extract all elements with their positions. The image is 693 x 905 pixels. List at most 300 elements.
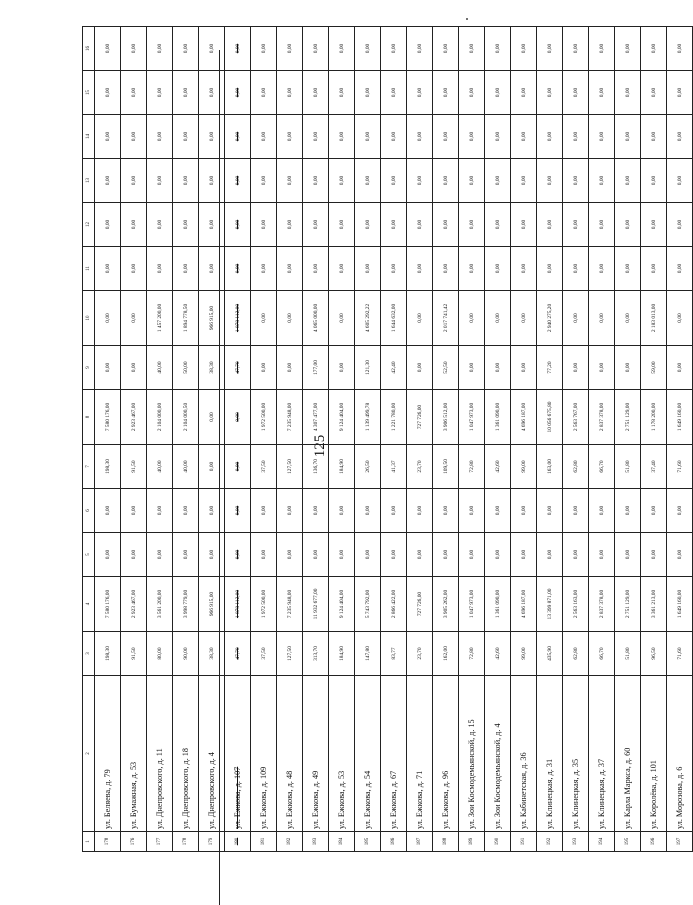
value-cell: 0,00 [667, 291, 693, 346]
column-number-header: 16 [83, 27, 95, 71]
value-cell: 1 361 090,00 [485, 577, 511, 632]
value-cell: 62,80 [563, 445, 589, 489]
value-cell: 0,00 [667, 247, 693, 291]
table-row [355, 27, 381, 852]
value-cell: 136,70 [303, 445, 329, 489]
value-cell: 62,80 [563, 632, 589, 676]
value-cell: 71,60 [667, 445, 693, 489]
value-cell: 0,00 [615, 346, 641, 390]
column-number-header: 5 [83, 533, 95, 577]
value-cell: 1 644 632,00 [381, 291, 407, 346]
value-cell: 38,30 [199, 346, 225, 390]
value-cell: 0,00 [407, 115, 433, 159]
value-cell: 0,00 [95, 533, 121, 577]
value-cell: 0,00 [459, 291, 485, 346]
value-cell: 0,00 [563, 247, 589, 291]
value-cell: 198,30 [95, 445, 121, 489]
value-cell: 72,80 [459, 445, 485, 489]
value-cell: 0,00 [615, 247, 641, 291]
value-cell: 0,00 [303, 533, 329, 577]
row-index-cell: 191 [511, 832, 537, 852]
table-row [277, 27, 303, 852]
table-row [173, 27, 199, 852]
value-cell: 0,00 [459, 203, 485, 247]
value-cell: 0,00 [459, 489, 485, 533]
value-cell: 13 399 871,00 [537, 577, 563, 632]
value-cell: 40,00 [147, 346, 173, 390]
address-cell: ул. Беляева, д. 79 [95, 676, 121, 832]
value-cell: 0,00 [615, 291, 641, 346]
value-cell: 127,50 [277, 632, 303, 676]
value-cell: 4 307 477,00 [303, 390, 329, 445]
value-cell: 0,00 [121, 489, 147, 533]
value-cell: 313,70 [303, 632, 329, 676]
row-index-cell: 197 [667, 832, 693, 852]
value-cell: 0,00 [485, 203, 511, 247]
value-cell: 0,00 [147, 159, 173, 203]
value-cell: 0,00 [277, 115, 303, 159]
value-cell: 0,00 [147, 247, 173, 291]
value-cell: 7 235 948,00 [277, 390, 303, 445]
value-cell: 0,00 [173, 115, 199, 159]
value-cell: 0,00 [251, 533, 277, 577]
value-cell: 4 605 292,22 [355, 291, 381, 346]
value-cell: 184,90 [329, 445, 355, 489]
value-cell: 0,00 [667, 115, 693, 159]
value-cell: 0,00 [225, 247, 251, 291]
value-cell: 0,00 [615, 159, 641, 203]
table-row [511, 27, 537, 852]
value-cell: 0,00 [381, 533, 407, 577]
value-cell: 0,00 [667, 71, 693, 115]
column-number-header: 11 [83, 247, 95, 291]
value-cell: 0,00 [329, 71, 355, 115]
value-cell: 0,00 [355, 203, 381, 247]
value-cell: 9 124 404,00 [329, 577, 355, 632]
value-cell: 0,00 [251, 203, 277, 247]
value-cell: 0,00 [615, 533, 641, 577]
address-cell: ул. Клинецкая, д. 31 [537, 676, 563, 832]
value-cell: 0,00 [303, 71, 329, 115]
value-cell: 2 563 163,00 [563, 577, 589, 632]
value-cell: 0,00 [407, 346, 433, 390]
value-cell: 2 923 467,00 [121, 390, 147, 445]
value-cell: 966 915,00 [199, 291, 225, 346]
row-index-cell: 178 [173, 832, 199, 852]
value-cell: 0,00 [485, 489, 511, 533]
value-cell: 0,00 [121, 291, 147, 346]
value-cell: 0,00 [459, 71, 485, 115]
value-cell: 99,00 [511, 632, 537, 676]
row-index-cell: 196 [641, 832, 667, 852]
value-cell: 0,00 [537, 533, 563, 577]
value-cell: 0,00 [511, 489, 537, 533]
value-cell: 66,70 [589, 632, 615, 676]
value-cell: 51,80 [615, 445, 641, 489]
value-cell: 83,77 [381, 632, 407, 676]
value-cell: 127,50 [277, 445, 303, 489]
value-cell: 0,00 [667, 533, 693, 577]
address-cell: ул. Зои Космодемьянской, д. 15 [459, 676, 485, 832]
value-cell: 0,00 [381, 27, 407, 71]
value-cell: 2 866 422,00 [381, 577, 407, 632]
value-cell: 4 696 187,00 [511, 577, 537, 632]
value-cell: 0,00 [407, 27, 433, 71]
value-cell: 0,00 [303, 489, 329, 533]
column-number-header: 7 [83, 445, 95, 489]
value-cell: 2 751 129,00 [615, 577, 641, 632]
value-cell: 163,00 [537, 445, 563, 489]
value-cell: 0,00 [537, 71, 563, 115]
value-cell: 23,70 [407, 445, 433, 489]
value-cell: 0,00 [355, 27, 381, 71]
value-cell: 5 743 792,00 [355, 577, 381, 632]
column-number-header: 13 [83, 159, 95, 203]
value-cell: 0,00 [511, 346, 537, 390]
value-cell: 0,00 [303, 159, 329, 203]
value-cell: 3 998 779,00 [173, 577, 199, 632]
value-cell: 0,00 [95, 291, 121, 346]
value-cell: 0,00 [381, 489, 407, 533]
value-cell: 2 104 000,00 [147, 390, 173, 445]
value-cell: 2 837 378,00 [589, 390, 615, 445]
value-cell: 0,00 [329, 346, 355, 390]
value-cell: 0,00 [563, 159, 589, 203]
value-cell: 0,00 [277, 247, 303, 291]
value-cell: 0,00 [95, 203, 121, 247]
table-row [641, 27, 667, 852]
table-row [121, 27, 147, 852]
value-cell: 77,20 [537, 346, 563, 390]
value-cell: 1 178 200,00 [641, 390, 667, 445]
value-cell: 0,00 [199, 390, 225, 445]
value-cell: 109,50 [433, 445, 459, 489]
value-cell: 0,00 [251, 71, 277, 115]
value-cell: 0,00 [251, 291, 277, 346]
column-number-header: 2 [83, 676, 95, 832]
value-cell: 0,00 [433, 247, 459, 291]
value-cell: 0,00 [147, 115, 173, 159]
value-cell: 0,00 [355, 71, 381, 115]
value-cell: 0,00 [641, 115, 667, 159]
row-index-cell: 185 [355, 832, 381, 852]
address-cell: ул. Ежкова, д. 96 [433, 676, 459, 832]
address-cell: ул. Ежкова, д. 109 [251, 676, 277, 832]
value-cell: 0,00 [511, 159, 537, 203]
value-cell: 0,00 [563, 489, 589, 533]
value-cell: 0,00 [485, 159, 511, 203]
value-cell: 0,00 [173, 159, 199, 203]
value-cell: 0,00 [277, 27, 303, 71]
value-cell: 0,00 [407, 247, 433, 291]
value-cell: 0,00 [329, 115, 355, 159]
address-cell: ул. Ежкова, д. 107 [225, 676, 251, 832]
address-cell: ул. Ежкова, д. 54 [355, 676, 381, 832]
value-cell: 0,00 [303, 115, 329, 159]
table-row [459, 27, 485, 852]
value-cell: 0,00 [277, 533, 303, 577]
value-cell: 0,00 [95, 346, 121, 390]
value-cell: 0,00 [121, 533, 147, 577]
address-cell: ул. Кабинетская, д. 36 [511, 676, 537, 832]
value-cell: 0,00 [225, 159, 251, 203]
scan-mark [466, 18, 468, 20]
value-cell: 0,00 [355, 115, 381, 159]
value-cell: 0,00 [355, 533, 381, 577]
value-cell: 0,00 [225, 390, 251, 445]
row-index-cell: 190 [485, 832, 511, 852]
value-cell: 0,00 [485, 291, 511, 346]
value-cell: 198,30 [95, 632, 121, 676]
column-number-header: 3 [83, 632, 95, 676]
value-cell: 966 915,00 [199, 577, 225, 632]
row-index-cell: 183 [303, 832, 329, 852]
scan-vertical-line [219, 50, 220, 905]
value-cell: 0,00 [537, 247, 563, 291]
value-cell: 1 649 160,00 [667, 577, 693, 632]
value-cell: 3 906 512,00 [433, 390, 459, 445]
value-cell: 0,00 [589, 533, 615, 577]
value-cell: 0,00 [173, 27, 199, 71]
value-cell: 0,00 [433, 71, 459, 115]
value-cell: 1 047 973,00 [459, 577, 485, 632]
table-row [303, 27, 329, 852]
value-cell: 90,00 [173, 632, 199, 676]
value-cell: 40,00 [147, 445, 173, 489]
value-cell: 0,00 [485, 533, 511, 577]
table-row [433, 27, 459, 852]
value-cell: 0,00 [641, 489, 667, 533]
value-cell: 26,50 [355, 445, 381, 489]
value-cell: 0,00 [173, 203, 199, 247]
value-cell: 7 580 176,00 [95, 390, 121, 445]
value-cell: 0,00 [407, 533, 433, 577]
value-cell: 0,00 [407, 291, 433, 346]
value-cell: 3 561 200,00 [147, 577, 173, 632]
value-cell: 42,60 [485, 445, 511, 489]
value-cell: 37,50 [251, 445, 277, 489]
value-cell: 0,00 [537, 27, 563, 71]
address-cell: ул. Ежкова, д. 53 [329, 676, 355, 832]
value-cell: 0,00 [407, 71, 433, 115]
value-cell: 42,60 [485, 632, 511, 676]
value-cell: 0,00 [199, 445, 225, 489]
value-cell: 0,00 [563, 533, 589, 577]
table-row [147, 27, 173, 852]
value-cell: 0,00 [225, 489, 251, 533]
value-cell: 91,50 [121, 632, 147, 676]
value-cell: 10 056 675,80 [537, 390, 563, 445]
value-cell: 0,00 [433, 115, 459, 159]
value-cell: 0,00 [641, 27, 667, 71]
value-cell: 1 139 499,78 [355, 390, 381, 445]
value-cell: 59,00 [641, 346, 667, 390]
row-index-cell: 188 [433, 832, 459, 852]
value-cell: 0,00 [329, 159, 355, 203]
value-cell: 147,80 [355, 632, 381, 676]
table-row [563, 27, 589, 852]
value-cell: 184,90 [329, 632, 355, 676]
value-cell: 0,00 [459, 346, 485, 390]
value-cell: 0,00 [537, 159, 563, 203]
table-row [199, 27, 225, 852]
address-cell: ул. Зои Космодемьянской, д. 4 [485, 676, 511, 832]
value-cell: 2 940 275,20 [537, 291, 563, 346]
address-cell: ул. Бумажная, д. 53 [121, 676, 147, 832]
value-cell: 0,00 [615, 27, 641, 71]
row-index-cell: 184 [329, 832, 355, 852]
table-row [485, 27, 511, 852]
value-cell: 0,00 [667, 203, 693, 247]
value-cell: 0,00 [589, 291, 615, 346]
value-cell: 0,00 [589, 159, 615, 203]
column-number-header: 10 [83, 291, 95, 346]
value-cell: 177,00 [303, 346, 329, 390]
value-cell: 0,00 [589, 203, 615, 247]
value-cell: 0,00 [173, 489, 199, 533]
value-cell: 0,00 [459, 27, 485, 71]
value-cell: 0,00 [511, 27, 537, 71]
value-cell: 40,00 [173, 445, 199, 489]
address-cell: ул. Ежкова, д. 49 [303, 676, 329, 832]
value-cell: 727 726,00 [407, 390, 433, 445]
value-cell: 0,00 [615, 115, 641, 159]
value-cell: 0,00 [277, 489, 303, 533]
table-header-row [83, 27, 95, 852]
table-row [251, 27, 277, 852]
value-cell: 0,00 [277, 159, 303, 203]
value-cell: 0,00 [199, 247, 225, 291]
value-cell: 0,00 [251, 247, 277, 291]
value-cell: 0,00 [615, 71, 641, 115]
value-cell: 52,50 [433, 346, 459, 390]
value-cell: 0,00 [277, 346, 303, 390]
value-cell: 0,00 [407, 489, 433, 533]
value-cell: 0,00 [277, 291, 303, 346]
value-cell: 0,00 [485, 115, 511, 159]
value-cell: 1 047 973,00 [459, 390, 485, 445]
address-cell: ул. Днепровского, д. 4 [199, 676, 225, 832]
value-cell: 0,00 [199, 203, 225, 247]
value-cell: 0,00 [329, 533, 355, 577]
row-index-cell: 177 [147, 832, 173, 852]
value-cell: 0,00 [667, 346, 693, 390]
address-cell: ул. Ежкова, д. 67 [381, 676, 407, 832]
value-cell: 0,00 [95, 27, 121, 71]
address-cell: ул. Днепровского, д. 11 [147, 676, 173, 832]
value-cell: 1 221 780,00 [381, 390, 407, 445]
value-cell: 0,00 [459, 247, 485, 291]
value-cell: 0,00 [641, 247, 667, 291]
value-cell: 0,00 [95, 115, 121, 159]
value-cell: 0,00 [537, 203, 563, 247]
row-index-cell: 180 [225, 832, 251, 852]
value-cell: 0,00 [589, 115, 615, 159]
value-cell: 0,00 [511, 291, 537, 346]
value-cell: 2 563 767,00 [563, 390, 589, 445]
value-cell: 0,00 [563, 291, 589, 346]
value-cell: 0,00 [563, 71, 589, 115]
value-cell: 2 104 000,50 [173, 390, 199, 445]
value-cell: 0,00 [173, 71, 199, 115]
value-cell: 0,00 [433, 533, 459, 577]
value-cell: 96,50 [641, 632, 667, 676]
value-cell: 0,00 [615, 203, 641, 247]
value-cell: 0,00 [667, 159, 693, 203]
value-cell: 0,00 [563, 203, 589, 247]
address-cell: ул. Днепровского, д. 18 [173, 676, 199, 832]
address-cell: ул. Королёва, д. 101 [641, 676, 667, 832]
value-cell: 0,00 [329, 489, 355, 533]
column-number-header: 6 [83, 489, 95, 533]
value-cell: 0,00 [95, 71, 121, 115]
value-cell: 37,40 [641, 445, 667, 489]
value-cell: 0,00 [121, 115, 147, 159]
value-cell: 0,00 [485, 71, 511, 115]
value-cell: 99,00 [511, 445, 537, 489]
value-cell: 7 580 176,00 [95, 577, 121, 632]
data-table [82, 26, 693, 852]
value-cell: 0,00 [121, 247, 147, 291]
value-cell: 0,00 [251, 27, 277, 71]
value-cell: 0,00 [121, 159, 147, 203]
value-cell: 3 905 262,00 [433, 577, 459, 632]
value-cell: 1 972 500,00 [251, 390, 277, 445]
value-cell: 0,00 [199, 27, 225, 71]
value-cell: 7 235 948,00 [277, 577, 303, 632]
table-row [667, 27, 693, 852]
table-row [95, 27, 121, 852]
address-cell: ул. Карла Маркса, д. 60 [615, 676, 641, 832]
value-cell: 0,00 [147, 27, 173, 71]
value-cell: 0,00 [225, 445, 251, 489]
row-index-cell: 182 [277, 832, 303, 852]
value-cell: 0,00 [537, 115, 563, 159]
value-cell: 1 878 112,00 [225, 291, 251, 346]
value-cell: 0,00 [459, 159, 485, 203]
value-cell: 162,00 [433, 632, 459, 676]
value-cell: 0,00 [511, 203, 537, 247]
table-row [615, 27, 641, 852]
value-cell: 0,00 [381, 71, 407, 115]
value-cell: 0,00 [433, 489, 459, 533]
value-cell: 0,00 [667, 489, 693, 533]
value-cell: 0,00 [589, 71, 615, 115]
value-cell: 0,00 [381, 159, 407, 203]
value-cell: 0,00 [121, 346, 147, 390]
value-cell: 37,50 [251, 632, 277, 676]
value-cell: 9 124 404,00 [329, 390, 355, 445]
row-index-cell: 186 [381, 832, 407, 852]
value-cell: 0,00 [251, 489, 277, 533]
rotated-table-container [82, 43, 684, 852]
value-cell: 2 923 467,00 [121, 577, 147, 632]
table-row [225, 27, 251, 852]
column-number-header: 12 [83, 203, 95, 247]
value-cell: 0,00 [433, 27, 459, 71]
address-cell: ул. Ежкова, д. 48 [277, 676, 303, 832]
value-cell: 0,00 [199, 71, 225, 115]
value-cell: 0,00 [277, 203, 303, 247]
value-cell: 0,00 [121, 27, 147, 71]
value-cell: 0,00 [199, 489, 225, 533]
row-index-cell: 195 [615, 832, 641, 852]
address-cell: ул. Морозова, д. 6 [667, 676, 693, 832]
value-cell: 42,40 [381, 346, 407, 390]
value-cell: 0,00 [641, 533, 667, 577]
value-cell: 0,00 [381, 203, 407, 247]
value-cell: 0,00 [329, 203, 355, 247]
